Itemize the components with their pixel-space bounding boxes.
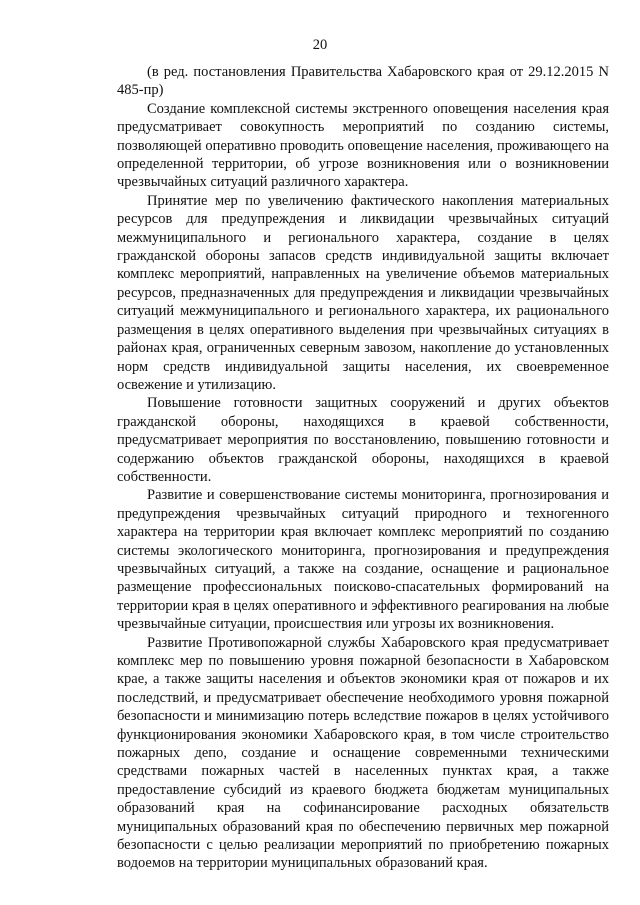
document-body [117,63,609,873]
paragraph-monitoring-system: Развитие и совершенствование системы мониторинга, прогнозирования и предупреждения чрезвычайных ситуаций природного и техногенного характера на территории края включает комплекс мероприятий по созданию системы экологического мониторинга, прогнозирования и предупреждения чрезвычайных ситуаций, а также на создание, оснащение и рациональное размещение профессиональных поисково-спасательных формирований на территории края в целях оперативного и эффективного реагирования на любые чрезвычайные ситуации, происшествия или угрозы их возникновения. [117,487,609,633]
paragraph-fire-service: Развитие Противопожарной службы Хабаровского края предусматривает комплекс мер по повышению уровня пожарной безопасности в Хабаровском крае, а также защиты населения и объектов экономики края от пожаров и их последствий, и предусматривает обеспечение необходимого уровня пожарной безопасности и минимизацию потерь вследствие пожаров в целях устойчивого функционирования экономики Хабаровского края, в том числе строительство пожарных депо, создание и оснащение современными техническими средствами пожарных частей в населенных пунктах края, а также предоставление субсидий из краевого бюджета бюджетам муниципальных образований края на софинансирование расходных обязательств муниципальных образований края по обеспечению первичных мер пожарной безопасности с целью реализации мероприятий по приобретению пожарных водоемов на территории муниципальных образований края. [117,634,609,872]
paragraph-notification-system: Создание комплексной системы экстренного оповещения населения края предусматривает совокупность мероприятий по созданию системы, позволяющей оперативно проводить оповещение населения, проживающего на определенной территории, об угрозе возникновения или о возникновении чрезвычайных ситуаций различного характера. [117,100,609,191]
paragraph-material-reserves: Принятие мер по увеличению фактического накопления материальных ресурсов для предупреждения и ликвидации чрезвычайных ситуаций межмуниципального и регионального характера, создание в целях гражданской обороны запасов средств индивидуальной защиты включает комплекс мероприятий, направленных на увеличение объемов материальных ресурсов, предназначенных для предупреждения и ликвидации чрезвычайных ситуаций межмуниципального и регионального характера, их рационального размещения в целях оперативного выделения при чрезвычайных ситуациях в районах края, ограниченных северным завозом, накопление до установленных норм средств индивидуальной защиты населения, их своевременное освежение и утилизацию. [117,192,609,393]
paragraph-protective-structures: Повышение готовности защитных сооружений и других объектов гражданской обороны, находящихся в краевой собственности, предусматривает мероприятия по восстановлению, повышению готовности и содержанию объектов гражданской обороны, находящихся в краевой собственности. [117,395,609,485]
paragraph-amendment-note: (в ред. постановления Правительства Хабаровского края от 29.12.2015 N 485-пр) [117,64,609,99]
page-number: 20 [312,37,328,53]
